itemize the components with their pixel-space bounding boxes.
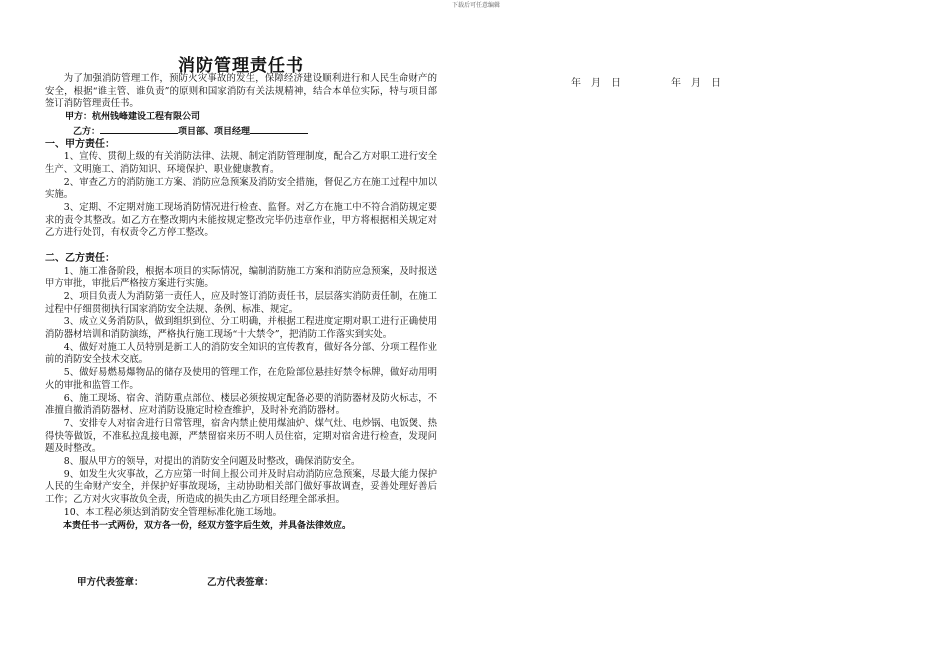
date-month: 月 xyxy=(591,78,601,89)
section-a-heading: 一、甲方责任： xyxy=(45,138,115,150)
section-b-item: 2、项目负责人为消防第一责任人，应及时签订消防责任书，层层落实消防责任制，在施工过程中仔细贯彻执行国家消防安全法规、条例、标准、规定。 xyxy=(45,290,437,315)
party-a-line: 甲方：杭州钱峰建设工程有限公司 xyxy=(65,112,201,123)
date-day: 日 xyxy=(711,78,721,89)
intro-paragraph: 为了加强消防管理工作，预防火灾事故的发生，保障经济建设顺利进行和人民生命财产的安全，根据“谁主管、谁负责”的原则和国家消防有关法规精神，结合本单位实际，特与项目部签订消防管理责任书。 xyxy=(45,73,437,110)
date-line-a xyxy=(571,74,631,89)
section-b-item: 7、安排专人对宿舍进行日常管理，宿舍内禁止使用煤油炉、煤气灶、电炒锅、电饭煲、热得快等做饭，不准私拉乱接电源，严禁留宿来历不明人员住宿，定期对宿舍进行检查，发现问题及时整改。 xyxy=(45,417,437,455)
party-b-line xyxy=(73,124,437,139)
date-day: 日 xyxy=(611,78,621,89)
party-b-blank xyxy=(100,124,178,134)
party-b-signature-label: 乙方代表签章： xyxy=(207,577,274,588)
party-b-mid: 项目部、项目经理 xyxy=(178,126,251,137)
section-b-item: 9、如发生火灾事故，乙方应第一时间上报公司并及时启动消防应急预案，尽最大能力保护人民的生命财产安全，并保护好事故现场，主动协助相关部门做好事故调查，妥善处理好善后工作；乙方对火灾事故负全责，所造成的损失由乙方项目经理全部承担。 xyxy=(45,468,437,506)
closing-statement: 本责任书一式两份，双方各一份，经双方签字后生效，并具备法律效应。 xyxy=(63,520,352,531)
section-b-item: 5、做好易燃易爆物品的储存及使用的管理工作，在危险部位悬挂好禁令标牌，做好动用明火的审批和监管工作。 xyxy=(45,367,437,391)
section-b-item: 3、成立义务消防队，做到组织到位、分工明确，并根据工程进度定期对职工进行正确使用消防器材培训和消防演练，严格执行施工现场“十大禁令”，把消防工作落实到实处。 xyxy=(45,316,437,341)
party-b-prefix: 乙方： xyxy=(73,126,101,137)
date-year: 年 xyxy=(571,78,581,89)
header-note: 下载后可任意编辑 xyxy=(452,2,501,9)
section-a-item: 1、宣传、贯彻上级的有关消防法律、法规、制定消防管理制度，配合乙方对职工进行安全生产、文明施工、消防知识、环境保护、职业健康教育。 xyxy=(45,151,437,175)
document-title: 消防管理责任书 xyxy=(178,56,304,76)
section-b-item: 10、本工程必须达到消防安全管理标准化施工场地。 xyxy=(63,506,282,518)
document-body xyxy=(45,73,437,532)
section-b-heading: 二、乙方责任： xyxy=(45,252,115,264)
date-year: 年 xyxy=(671,78,681,89)
date-line-b xyxy=(671,74,731,89)
section-b-item: 6、施工现场、宿舍、消防重点部位、楼层必须按规定配备必要的消防器材及防火标志，不准擅自撤消消防器材、应对消防设施定时检查维护，及时补充消防器材。 xyxy=(45,392,437,417)
date-month: 月 xyxy=(691,78,701,89)
section-b-item: 8、服从甲方的领导，对提出的消防安全问题及时整改，确保消防安全。 xyxy=(63,456,361,468)
spacer xyxy=(45,240,437,253)
party-a-signature-label: 甲方代表签章： xyxy=(77,577,144,588)
section-a-item: 2、审查乙方的消防施工方案、消防应急预案及消防安全措施，督促乙方在施工过程中加以实施。 xyxy=(45,176,437,201)
section-b-item: 4、做好对施工人员特别是新工人的消防安全知识的宣传教育，做好各分部、分项工程作业前的消防安全技术交底。 xyxy=(45,341,437,366)
section-a-item: 3、定期、不定期对施工现场消防情况进行检查、监督。对乙方在施工中不符合消防规定要求的责令其整改。如乙方在整改期内未能按规定整改完毕仍违章作业，甲方将根据相关规定对乙方进行处罚，有权责令乙方停工整改。 xyxy=(45,202,437,239)
section-b-item: 1、施工准备阶段，根据本项目的实际情况，编制消防施工方案和消防应急预案，及时报送甲方审批，审批后严格按方案进行实施。 xyxy=(45,265,437,290)
project-manager-blank xyxy=(250,124,308,134)
